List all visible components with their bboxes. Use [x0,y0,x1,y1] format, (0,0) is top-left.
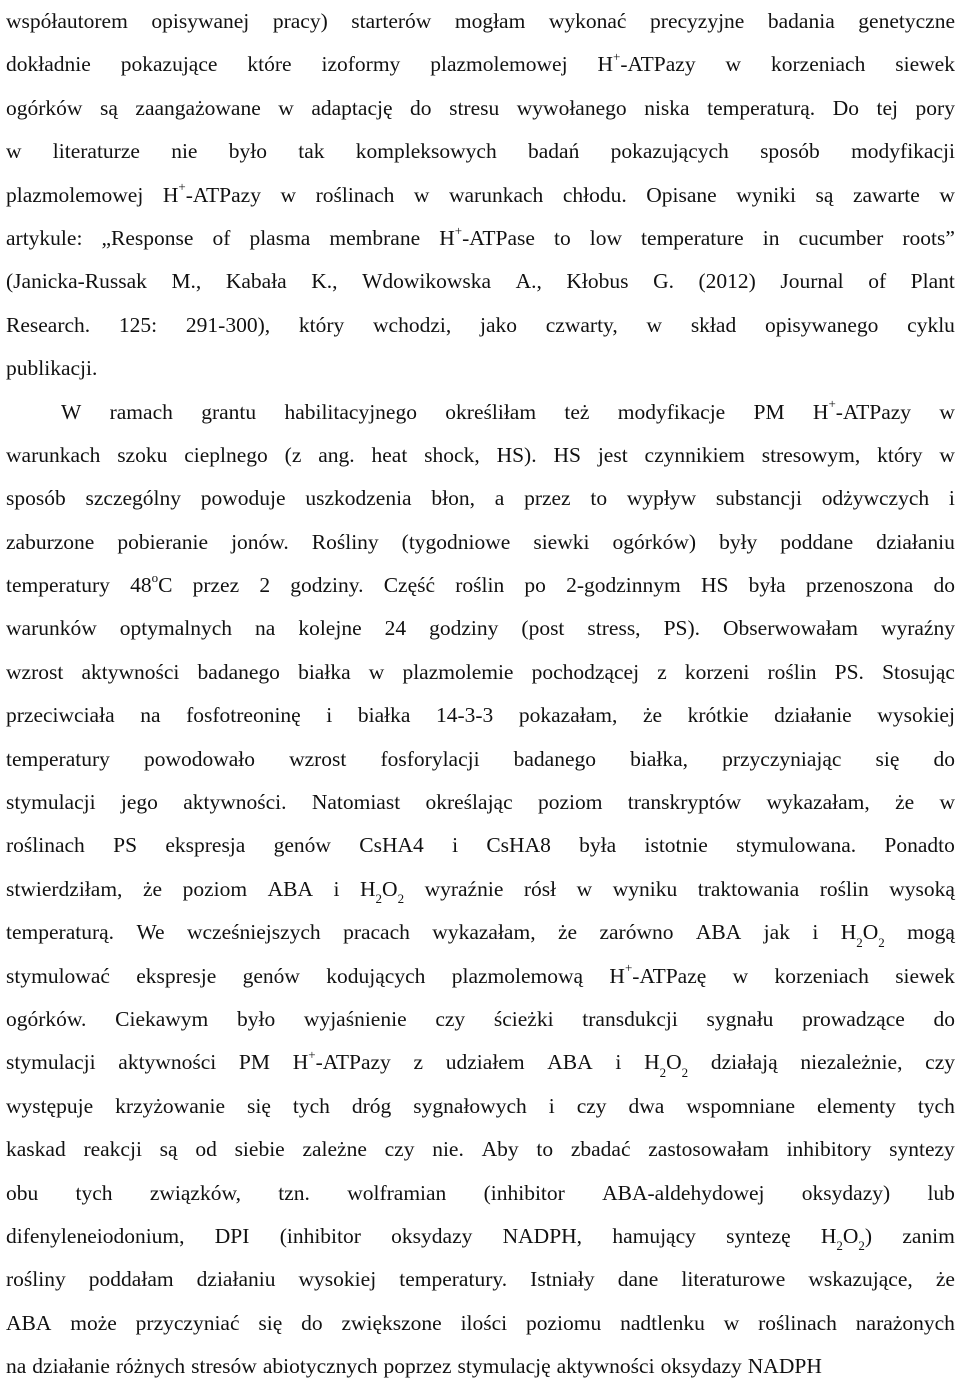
paragraph [6,0,955,391]
text-line: ABA może przyczyniać się do zwiększone ilości poziomu nadtlenku w roślinach narażonych [6,1310,955,1335]
text-line: zaburzone pobieranie jonów. Rośliny (tygodniowe siewki ogórków) były poddane działaniu [6,529,955,554]
text-line: ogórków są zaangażowane w adaptację do stresu wywołanego niska temperaturą. Do tej pory [6,95,955,120]
text-line: występuje krzyżowanie się tych dróg sygnałowych i czy dwa wspomniane elementy tych [6,1093,955,1118]
text-line: stymulować ekspresje genów kodujących plazmolemową H+-ATPazę w korzeniach siewek [6,960,955,988]
text-line: współautorem opisywanej pracy) starterów mogłam wykonać precyzyjne badania genetyczne [6,9,955,33]
text-line: dokładnie pokazujące które izoformy plazmolemowej H+-ATPazy w korzeniach siewek [6,49,955,77]
text-line: w literaturze nie było tak kompleksowych badań pokazujących sposób modyfikacji [6,139,955,164]
text-line: (Janicka-Russak M., Kabała K., Wdowikowska A., Kłobus G. (2012) Journal of Plant [6,269,955,294]
text-line: przeciwciała na fosfotreoninę i białka 14-3-3 pokazałam, że krótkie działanie wysokiej [6,703,955,728]
text-line: Research. 125: 291-300), który wchodzi, jako czwarty, w skład opisywanego cyklu [6,312,955,337]
text-line: stwierdziłam, że poziom ABA i $H_2O_2$ wyraźnie rósł w wyniku traktowania roślin wysoką [6,876,955,907]
text-line: stymulacji jego aktywności. Natomiast określając poziom transkryptów wykazałam, że w [6,790,955,815]
text-line: obu tych związków, tzn. wolframian (inhibitor ABA-aldehydowej oksydazy) lub [6,1180,955,1205]
text-line: sposób szczególny powoduje uszkodzenia błon, a przez to wypływ substancji odżywczych i [6,486,955,511]
text-line: warunkach szoku cieplnego (z ang. heat shock, HS). HS jest czynnikiem stresowym, który w [6,442,955,467]
text-line: temperatury 48$^o$C przez 2 godziny. Część roślin po 2-godzinnym HS była przenoszona do [6,569,955,598]
paragraph [6,391,955,1389]
document-page [6,0,955,1389]
text-line: difenyleneiodonium, DPI (inhibitor oksydazy NADPH, hamujący syntezę $H_2O_2$) zanim [6,1223,955,1254]
text-line: warunków optymalnych na kolejne 24 godziny (post stress, PS). Obserwowałam wyraźny [6,616,955,641]
text-line: roślinach PS ekspresja genów CsHA4 i CsHA8 była istotnie stymulowana. Ponadto [6,833,955,858]
text-line: plazmolemowej H+-ATPazy w roślinach w warunkach chłodu. Opisane wyniki są zawarte w [6,179,955,207]
text-line: publikacji. [6,356,98,381]
text-line: na działanie różnych stresów abiotycznych poprzez stymulację aktywności oksydazy NADPH [6,1354,822,1379]
text-line: rośliny poddałam działaniu wysokiej temperatury. Istniały dane literaturowe wskazujące, że [6,1267,955,1292]
text-line: temperatury powodowało wzrost fosforylacji badanego białka, przyczyniając się do [6,746,955,771]
text-line: temperaturą. We wcześniejszych pracach wykazałam, że zarówno ABA jak i $H_2O_2$ mogą [6,920,955,950]
text-line: kaskad reakcji są od siebie zależne czy nie. Aby to zbadać zastosowałam inhibitory syntezy [6,1137,955,1162]
text-line: wzrost aktywności badanego białka w plazmolemie pochodzącej z korzeni roślin PS. Stosując [6,659,955,684]
text-line: ogórków. Ciekawym było wyjaśnienie czy ścieżki transdukcji sygnału prowadzące do [6,1006,955,1031]
text-line: stymulacji aktywności PM H+-ATPazy z udziałem ABA i $H_2O_2$ działają niezależnie, czy [6,1047,955,1080]
text-line: artykule: „Response of plasma membrane H+-ATPase to low temperature in cucumber roots” [6,222,955,250]
text-line: W ramach grantu habilitacyjnego określiłam też modyfikacje PM H+-ATPazy w [61,396,955,424]
